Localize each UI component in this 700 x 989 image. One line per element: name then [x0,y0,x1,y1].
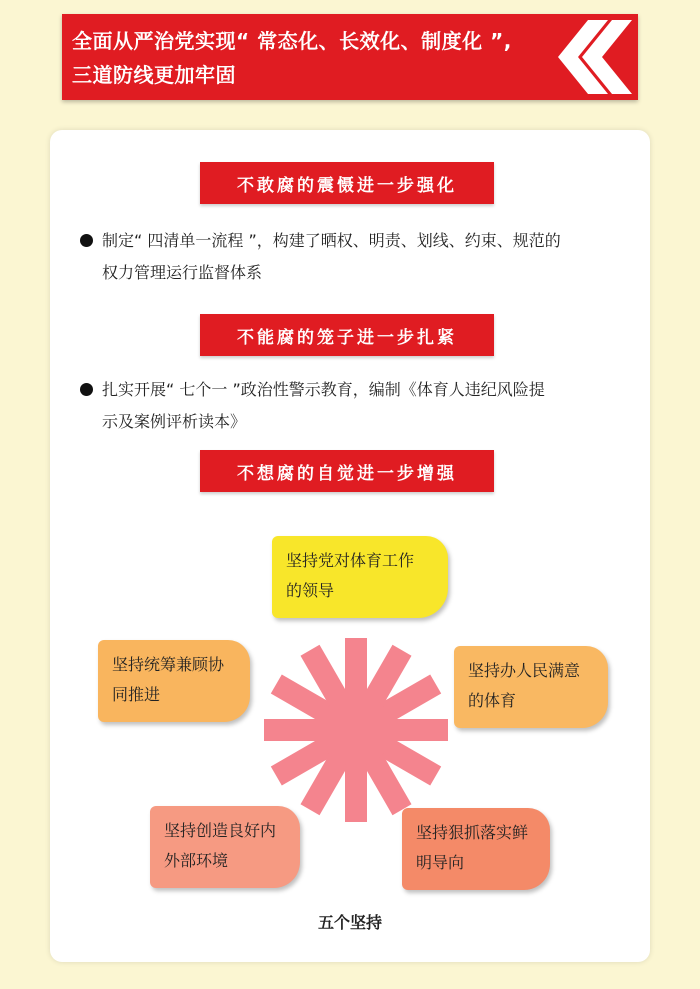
bubble-people-satisfaction: 坚持办人民满意 的体育 [454,646,608,728]
sunburst-diagram [256,630,456,830]
bubble-implementation: 坚持狠抓落实鲜 明导向 [402,808,550,890]
sun-ray [345,638,367,700]
sun-center [320,694,392,766]
bullet-2-line1: 扎实开展“ 七个一 ”政治性警示教育，编制《体育人违纪风险提 [102,380,545,399]
bullet-1-line2: 权力管理运行监督体系 [102,263,263,282]
section-title-1: 不敢腐的震慑进一步强化 [200,162,494,204]
content-card [50,130,650,962]
sun-ray [345,760,367,822]
banner-title [72,24,572,92]
bullet-icon [80,234,93,247]
sun-ray [264,719,326,741]
banner-title-line1: 全面从严治党实现“ 常态化、长效化、制度化 ”, [72,29,512,53]
banner-title-line2: 三道防线更加牢固 [72,63,236,87]
bubble-coordination: 坚持统筹兼顾协 同推进 [98,640,250,722]
sun-ray [386,719,448,741]
chevron-left-icon [554,20,632,94]
bullet-2-line2: 示及案例评析读本》 [102,412,247,431]
header-banner [62,14,638,100]
bullet-1-line1: 制定“ 四清单一流程 ”，构建了晒权、明责、划线、约束、规范的 [102,231,561,250]
bubble-party-leadership: 坚持党对体育工作 的领导 [272,536,448,618]
diagram-caption: 五个坚持 [317,913,382,932]
section-title-2: 不能腐的笼子进一步扎紧 [200,314,494,356]
bubble-environment: 坚持创造良好内 外部环境 [150,806,300,888]
bullet-icon [80,383,93,396]
section-title-3: 不想腐的自觉进一步增强 [200,450,494,492]
